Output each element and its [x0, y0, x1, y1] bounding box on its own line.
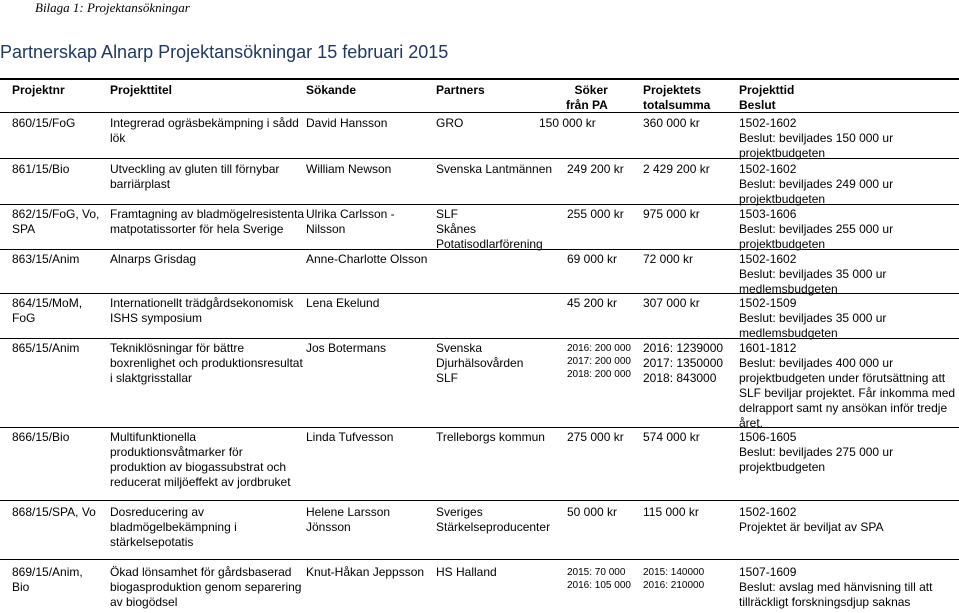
- column-header: Partners: [436, 83, 485, 97]
- cell-projektnr: 861/15/Bio: [12, 162, 70, 176]
- cell-projekttid: 1502-1602: [739, 252, 797, 266]
- table-top-rule: [0, 78, 959, 80]
- cell-soker: 249 200 kr: [567, 162, 624, 176]
- cell-projekttid: 1601-1812: [739, 341, 797, 355]
- cell-soker: 255 000 kr: [567, 207, 624, 221]
- cell-projekttid: 1502-1602: [739, 116, 797, 130]
- cell-partners: Sveriges Stärkelseproducenter: [436, 505, 551, 534]
- row-divider: [0, 112, 959, 113]
- cell-sokande: David Hansson: [306, 116, 388, 130]
- cell-projektnr: 864/15/MoM, FoG: [12, 296, 83, 325]
- cell-soker: 45 200 kr: [567, 296, 618, 310]
- cell-beslut: Beslut: avslag med hänvisning till att tillräckligt forskningsdjup saknas: [739, 580, 933, 609]
- cell-projekttid: 1502-1602: [739, 162, 797, 176]
- cell-soker: 2016: 200 000 2017: 200 000 2018: 200 000: [567, 343, 631, 380]
- cell-soker: 150 000 kr: [539, 116, 596, 130]
- cell-partners: Trelleborgs kommun: [436, 430, 545, 444]
- cell-projektnr: 863/15/Anim: [12, 252, 80, 266]
- cell-sokande: Linda Tufvesson: [306, 430, 394, 444]
- column-header: Söker från PA: [566, 83, 608, 112]
- cell-projektnr: 860/15/FoG: [12, 116, 76, 130]
- cell-projekttid: 1503-1606: [739, 207, 797, 221]
- cell-total: 2015: 140000 2016: 210000: [643, 567, 705, 591]
- cell-sokande: Ulrika Carlsson - Nilsson: [306, 207, 395, 236]
- cell-projekttitel: Tekniklösningar för bättre boxrenlighet och produktionsresultat i slaktgrisstallar: [110, 341, 303, 385]
- cell-beslut: Beslut: beviljades 400 000 ur projektbudgeten under förutsättning att SLF beviljar projektet. Får inkomma med delrapport samt ny ansökan inför tredje året.: [739, 356, 956, 430]
- cell-projektnr: 862/15/FoG, Vo, SPA: [12, 207, 100, 236]
- header-note: Bilaga 1: Projektansökningar: [35, 0, 190, 15]
- cell-projekttitel: Multifunktionella produktionsvåtmarker för produktion av biogassubstrat och reducerat miljöeffekt av jordbruket: [110, 430, 291, 489]
- cell-beslut: Beslut: beviljades 150 000 ur projektbudgeten: [739, 131, 894, 160]
- cell-projekttitel: Integrerad ogräsbekämpning i sådd lök: [110, 116, 299, 145]
- cell-beslut: Beslut: beviljades 35 000 ur medlemsbudgeten: [739, 267, 887, 296]
- cell-total: 975 000 kr: [643, 207, 700, 221]
- cell-soker: 2015: 70 000 2016: 105 000: [567, 567, 631, 591]
- cell-projekttid: 1502-1509: [739, 296, 797, 310]
- row-divider: [0, 500, 959, 501]
- cell-sokande: Anne-Charlotte Olsson: [306, 252, 428, 266]
- cell-projekttid: 1507-1609: [739, 565, 797, 579]
- column-header: Projektets totalsumma: [643, 83, 711, 112]
- cell-projekttitel: Internationellt trädgårdsekonomisk ISHS symposium: [110, 296, 294, 325]
- cell-partners: HS Halland: [436, 565, 497, 579]
- cell-soker: 275 000 kr: [567, 430, 624, 444]
- cell-beslut: Beslut: beviljades 249 000 ur projektbudgeten: [739, 177, 894, 206]
- cell-beslut: Projektet är beviljat av SPA: [739, 520, 884, 534]
- cell-partners: SLF Skånes Potatisodlarförening: [436, 207, 543, 251]
- column-header: Projekttitel: [110, 83, 173, 97]
- cell-beslut: Beslut: beviljades 255 000 ur projektbudgeten: [739, 222, 894, 251]
- cell-sokande: Jos Botermans: [306, 341, 387, 355]
- row-divider: [0, 559, 959, 560]
- column-header: Sökande: [306, 83, 357, 97]
- cell-projekttitel: Framtagning av bladmögelresistenta matpotatissorter för hela Sverige: [110, 207, 305, 236]
- cell-projektnr: 868/15/SPA, Vo: [12, 505, 96, 519]
- cell-projektnr: 866/15/Bio: [12, 430, 70, 444]
- cell-projektnr: 869/15/Anim, Bio: [12, 565, 83, 594]
- column-header: Projektnr: [12, 83, 65, 97]
- cell-total: 307 000 kr: [643, 296, 700, 310]
- cell-sokande: Helene Larsson Jönsson: [306, 505, 391, 534]
- cell-projekttitel: Utveckling av gluten till förnybar barriärplast: [110, 162, 280, 191]
- cell-projekttitel: Alnarps Grisdag: [110, 252, 197, 266]
- cell-projekttitel: Dosreducering av bladmögelbekämpning i stärkelsepotatis: [110, 505, 237, 549]
- cell-projekttid: 1502-1602: [739, 505, 797, 519]
- cell-partners: Svenska Lantmännen: [436, 162, 553, 176]
- cell-total: 2016: 1239000 2017: 1350000 2018: 843000: [643, 341, 724, 385]
- cell-beslut: Beslut: beviljades 275 000 ur projektbudgeten: [739, 445, 894, 474]
- cell-sokande: William Newson: [306, 162, 392, 176]
- cell-projekttitel: Ökad lönsamhet för gårdsbaserad biogasproduktion genom separering av biogödsel: [110, 565, 302, 609]
- cell-partners: Svenska Djurhälsovården SLF: [436, 341, 524, 385]
- cell-projektnr: 865/15/Anim: [12, 341, 80, 355]
- column-header: Projekttid Beslut: [739, 83, 795, 112]
- cell-beslut: Beslut: beviljades 35 000 ur medlemsbudgeten: [739, 311, 887, 340]
- cell-partners: GRO: [436, 116, 464, 130]
- cell-total: 2 429 200 kr: [643, 162, 710, 176]
- cell-soker: 50 000 kr: [567, 505, 618, 519]
- cell-total: 72 000 kr: [643, 252, 694, 266]
- cell-soker: 69 000 kr: [567, 252, 618, 266]
- cell-total: 115 000 kr: [643, 505, 699, 519]
- cell-total: 360 000 kr: [643, 116, 700, 130]
- cell-projekttid: 1506-1605: [739, 430, 797, 444]
- cell-total: 574 000 kr: [643, 430, 700, 444]
- cell-sokande: Lena Ekelund: [306, 296, 380, 310]
- document-title: Partnerskap Alnarp Projektansökningar 15 februari 2015: [0, 42, 449, 62]
- cell-sokande: Knut-Håkan Jeppsson: [306, 565, 425, 579]
